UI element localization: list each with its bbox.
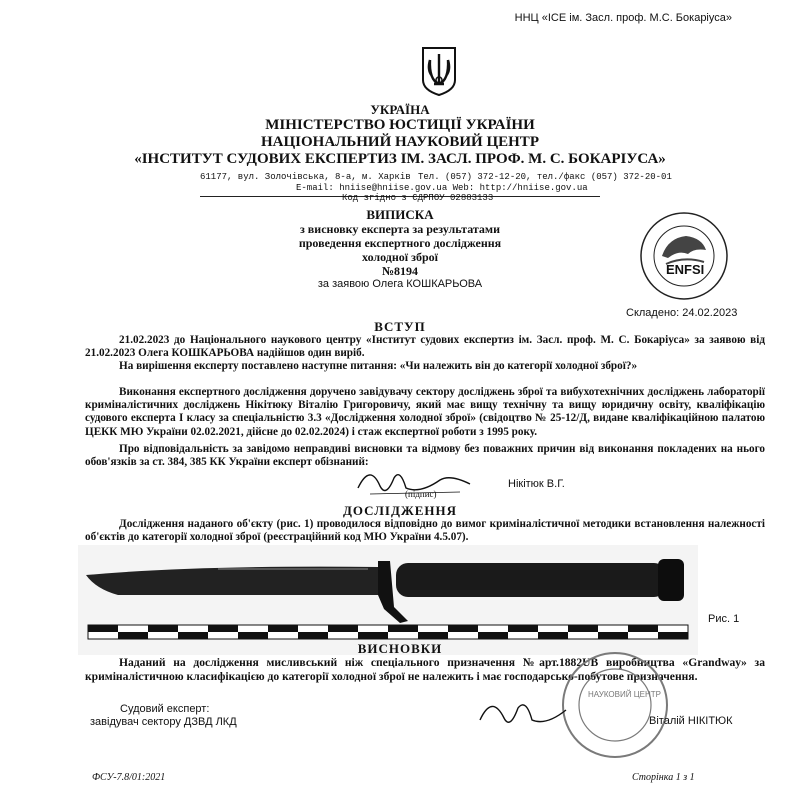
doc-subtitle-1: з висновку експерта за результатами bbox=[299, 222, 501, 236]
trident-icon bbox=[421, 46, 457, 96]
research-heading: ДОСЛІДЖЕННЯ bbox=[342, 503, 458, 518]
address: 61177, вул. Золочівська, 8-а, м. Харків bbox=[200, 172, 411, 182]
phone: Тел. (057) 372-12-20, тел./факс (057) 372-20-01 bbox=[418, 172, 672, 182]
page-number: Сторінка 1 з 1 bbox=[632, 772, 695, 783]
knife-figure bbox=[78, 545, 698, 655]
compiled-date: Складено: 24.02.2023 bbox=[626, 307, 738, 319]
research-p1: Дослідження наданого об'єкту (рис. 1) проводилося відповідно до вимог криміналістичної методики встановлення належності об'єктів до категорії холодної зброї (реєстраційний код МЮ України 4.5.07). bbox=[85, 518, 765, 544]
center-title: НАЦІОНАЛЬНИЙ НАУКОВИЙ ЦЕНТР bbox=[261, 134, 539, 150]
edrpou: Код згідно з ЄДРПОУ 02883133 bbox=[342, 193, 494, 203]
enfsi-ring-text bbox=[598, 180, 599, 181]
figure-caption: Рис. 1 bbox=[708, 613, 740, 625]
conclusions-heading: ВИСНОВКИ bbox=[357, 641, 443, 656]
ministry-title: МІНІСТЕРСТВО ЮСТИЦІЇ УКРАЇНИ bbox=[265, 117, 535, 133]
doc-request: за заявою Олега КОШКАРЬОВА bbox=[317, 278, 483, 290]
email-web: E-mail: hniise@hniise.gov.ua Web: http://hniise.gov.ua bbox=[296, 183, 588, 193]
signer-title-1: Судовий експерт: bbox=[120, 703, 210, 715]
doc-number: №8194 bbox=[381, 264, 419, 278]
intro-p1: 21.02.2023 до Національного наукового центру «Інститут судових експертиз ім. Засл. проф. М. С. Бокаріуса» за заявою від 21.02.2023 Олега КОШКАРЬОВА надійшов один виріб. bbox=[85, 334, 765, 360]
signer-name: Віталій НІКІТЮК bbox=[649, 715, 733, 727]
country-title: УКРАЇНА bbox=[370, 102, 430, 117]
conclusions-p1: Наданий на дослідження мисливський ніж спеціального призначення №арт.1882UB виробництва «Grandway» за криміналістичною класифікацією до категорії холодної зброї не належить і має господарсько-побутове призначення. bbox=[85, 656, 765, 683]
scale-ruler bbox=[88, 625, 688, 639]
signer-title-2: завідувач сектору ДЗВД ЛКД bbox=[90, 716, 237, 728]
sign-label: (підпис) bbox=[405, 489, 437, 499]
form-code: ФСУ-7.8/01:2021 bbox=[92, 772, 166, 783]
intro-p3: Виконання експертного дослідження доручено завідувачу сектору досліджень зброї та вибухотехнічних досліджень лабораторії криміналістичних досліджень Нікітюку Віталію Григоровичу, який має вищу технічну та вищу юридичну освіту, кваліфікацію судового експерта І класу за спеціальністю 3.3 «Дослідження холодної зброї» (свідоцтво № 25-12/Д, видане кваліфікаційною палатою ЦЕКК МЮ України 02.02.2021, дійсне до 02.02.2024) і стаж експертної роботи з 1995 року. bbox=[85, 386, 765, 438]
intro-p4: Про відповідальність за завідомо неправдиві висновки та відмову без поважних причин від виконання покладених на нього обов'язків за ст. 384, 385 КК України експерт обізнаний: bbox=[85, 443, 765, 469]
institute-title: «ІНСТИТУТ СУДОВИХ ЕКСПЕРТИЗ ІМ. ЗАСЛ. ПРОФ. М. С. БОКАРІУСА» bbox=[134, 151, 666, 167]
enfsi-text: ENFSI bbox=[666, 262, 705, 277]
knife-pommel bbox=[658, 559, 684, 601]
header-institute-short: ННЦ «ІСЕ ім. Засл. проф. М.С. Бокаріуса» bbox=[514, 12, 732, 24]
knife-handle bbox=[396, 563, 666, 597]
doc-subtitle-2: проведення експертного дослідження bbox=[298, 236, 502, 250]
stamp-text: НАУКОВИЙ ЦЕНТР bbox=[588, 690, 661, 699]
intro-p2: На вирішення експерту поставлено наступне питання: «Чи належить він до категорії холодної зброї?» bbox=[119, 360, 638, 372]
expert-signature-2 bbox=[470, 690, 580, 735]
doc-subtitle-3: холодної зброї bbox=[362, 250, 438, 264]
enfsi-logo bbox=[638, 210, 730, 302]
doc-title: ВИПИСКА bbox=[366, 207, 434, 222]
intro-heading: ВСТУП bbox=[374, 319, 426, 334]
sign-name: Нікітюк В.Г. bbox=[508, 478, 565, 490]
